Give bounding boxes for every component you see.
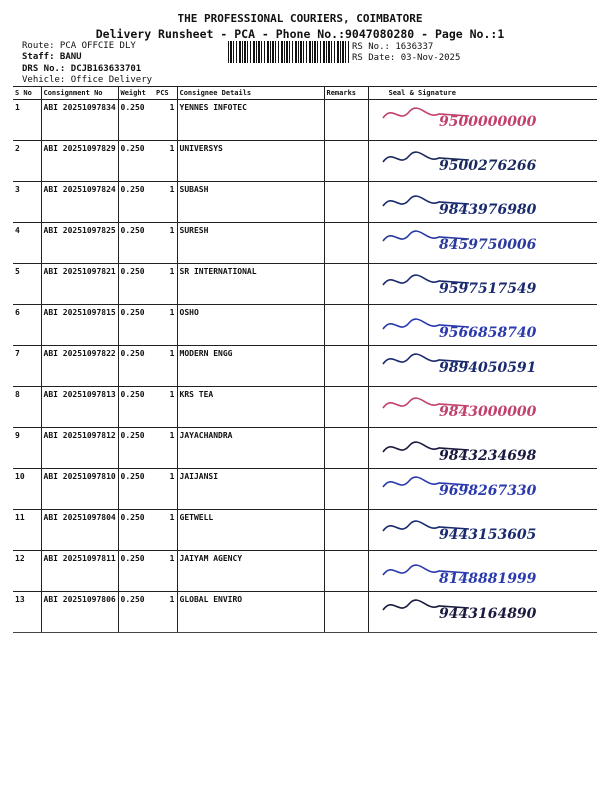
rs-date: RS Date: 03-Nov-2025 — [352, 53, 461, 63]
row-consignment: ABI 20251097824 — [41, 182, 118, 223]
row-remarks — [324, 469, 368, 510]
col-signature: Seal & Signature — [368, 87, 597, 100]
signature-mark — [369, 264, 595, 303]
row-signature — [368, 305, 597, 346]
row-weight: 0.250 — [118, 264, 154, 305]
table-row — [13, 592, 597, 633]
row-sno: 9 — [13, 428, 41, 469]
signature-phone: 9443164890 — [438, 606, 536, 622]
row-sno: 12 — [13, 551, 41, 592]
row-sno: 3 — [13, 182, 41, 223]
row-consignee: SR INTERNATIONAL — [177, 264, 324, 305]
col-pcs: PCS — [154, 87, 177, 100]
row-consignment: ABI 20251097804 — [41, 510, 118, 551]
table-row — [13, 428, 597, 469]
row-remarks — [324, 551, 368, 592]
col-consignment: Consignment No — [41, 87, 118, 100]
row-consignee: GETWELL — [177, 510, 324, 551]
row-weight: 0.250 — [118, 346, 154, 387]
runsheet-table — [13, 86, 597, 633]
row-remarks — [324, 264, 368, 305]
row-weight: 0.250 — [118, 428, 154, 469]
table-row — [13, 100, 597, 141]
row-consignee: JAIJANSI — [177, 469, 324, 510]
signature-mark — [369, 592, 595, 631]
table-row — [13, 469, 597, 510]
row-remarks — [324, 141, 368, 182]
row-weight: 0.250 — [118, 387, 154, 428]
barcode — [228, 41, 349, 63]
row-pcs: 1 — [154, 182, 177, 223]
row-sno: 6 — [13, 305, 41, 346]
row-sno: 10 — [13, 469, 41, 510]
row-remarks — [324, 223, 368, 264]
row-consignee: OSHO — [177, 305, 324, 346]
row-pcs: 1 — [154, 100, 177, 141]
route-label: Route: PCA OFFCIE DLY — [22, 41, 136, 51]
row-pcs: 1 — [154, 141, 177, 182]
row-weight: 0.250 — [118, 510, 154, 551]
signature-mark — [369, 428, 595, 467]
col-consignee: Consignee Details — [177, 87, 324, 100]
row-consignee: KRS TEA — [177, 387, 324, 428]
row-signature — [368, 469, 597, 510]
row-signature — [368, 264, 597, 305]
company-title: THE PROFESSIONAL COURIERS, COIMBATORE — [177, 12, 423, 25]
signature-phone: 8148881999 — [438, 571, 536, 587]
signature-phone: 9500000000 — [438, 114, 536, 130]
table-row — [13, 305, 597, 346]
row-remarks — [324, 305, 368, 346]
table-row — [13, 346, 597, 387]
signature-phone: 9843976980 — [438, 202, 536, 218]
signature-mark — [369, 305, 595, 344]
col-remarks: Remarks — [324, 87, 368, 100]
signature-mark — [369, 346, 595, 385]
table-header-row — [13, 87, 597, 100]
row-signature — [368, 387, 597, 428]
row-pcs: 1 — [154, 510, 177, 551]
row-weight: 0.250 — [118, 100, 154, 141]
row-remarks — [324, 428, 368, 469]
row-weight: 0.250 — [118, 141, 154, 182]
row-consignee: YENNES INFOTEC — [177, 100, 324, 141]
row-consignment: ABI 20251097815 — [41, 305, 118, 346]
row-consignment: ABI 20251097810 — [41, 469, 118, 510]
row-consignee: UNIVERSYS — [177, 141, 324, 182]
table-row — [13, 387, 597, 428]
signature-phone: 9566858740 — [438, 325, 536, 341]
table-row — [13, 223, 597, 264]
row-pcs: 1 — [154, 305, 177, 346]
row-pcs: 1 — [154, 387, 177, 428]
row-remarks — [324, 592, 368, 633]
signature-mark — [369, 469, 595, 508]
rs-number: RS No.: 1636337 — [352, 42, 434, 52]
row-sno: 8 — [13, 387, 41, 428]
row-remarks — [324, 510, 368, 551]
signature-phone: 9500276266 — [438, 158, 536, 174]
row-signature — [368, 592, 597, 633]
row-pcs: 1 — [154, 264, 177, 305]
table-row — [13, 510, 597, 551]
row-sno: 1 — [13, 100, 41, 141]
row-pcs: 1 — [154, 223, 177, 264]
drs-label: DRS No.: — [22, 64, 66, 74]
row-consignment: ABI 20251097834 — [41, 100, 118, 141]
row-weight: 0.250 — [118, 182, 154, 223]
row-sno: 2 — [13, 141, 41, 182]
row-weight: 0.250 — [118, 469, 154, 510]
signature-phone: 9843234698 — [438, 448, 536, 464]
row-consignment: ABI 20251097812 — [41, 428, 118, 469]
row-weight: 0.250 — [118, 592, 154, 633]
signature-mark — [369, 387, 595, 426]
row-sno: 7 — [13, 346, 41, 387]
signature-phone: 8459750006 — [438, 237, 536, 253]
row-consignee: SURESH — [177, 223, 324, 264]
row-consignment: ABI 20251097825 — [41, 223, 118, 264]
row-consignee: SUBASH — [177, 182, 324, 223]
row-remarks — [324, 387, 368, 428]
row-consignee: GLOBAL ENVIRO — [177, 592, 324, 633]
row-consignment: ABI 20251097829 — [41, 141, 118, 182]
signature-mark — [369, 100, 595, 139]
runsheet-title: Delivery Runsheet - PCA - Phone No.:9047080280 - Page No.:1 — [95, 27, 505, 41]
row-pcs: 1 — [154, 592, 177, 633]
row-remarks — [324, 100, 368, 141]
row-consignment: ABI 20251097822 — [41, 346, 118, 387]
row-consignee: JAIYAM AGENCY — [177, 551, 324, 592]
signature-phone: 9894050591 — [438, 360, 536, 376]
signature-mark — [369, 510, 595, 549]
row-signature — [368, 551, 597, 592]
staff-label: Staff: BANU — [22, 52, 82, 62]
signature-mark — [369, 223, 595, 262]
signature-mark — [369, 551, 595, 590]
table-row — [13, 182, 597, 223]
row-consignee: MODERN ENGG — [177, 346, 324, 387]
row-remarks — [324, 182, 368, 223]
col-sno: S No — [13, 87, 41, 100]
row-consignee: JAYACHANDRA — [177, 428, 324, 469]
vehicle-label: Vehicle: Office Delivery — [22, 75, 153, 85]
row-signature — [368, 223, 597, 264]
signature-phone: 9843000000 — [438, 404, 536, 420]
row-pcs: 1 — [154, 428, 177, 469]
row-pcs: 1 — [154, 469, 177, 510]
row-sno: 4 — [13, 223, 41, 264]
row-signature — [368, 100, 597, 141]
col-weight: Weight — [118, 87, 154, 100]
table-row — [13, 141, 597, 182]
row-consignment: ABI 20251097813 — [41, 387, 118, 428]
signature-mark — [369, 182, 595, 221]
row-pcs: 1 — [154, 551, 177, 592]
row-consignment: ABI 20251097821 — [41, 264, 118, 305]
row-remarks — [324, 346, 368, 387]
row-consignment: ABI 20251097811 — [41, 551, 118, 592]
row-signature — [368, 346, 597, 387]
table-row — [13, 551, 597, 592]
row-sno: 5 — [13, 264, 41, 305]
drs-number: DCJB163633701 — [70, 64, 142, 74]
signature-mark — [369, 141, 595, 180]
row-signature — [368, 141, 597, 182]
row-weight: 0.250 — [118, 551, 154, 592]
signature-phone: 9597517549 — [438, 281, 536, 297]
row-sno: 11 — [13, 510, 41, 551]
row-sno: 13 — [13, 592, 41, 633]
table-row — [13, 264, 597, 305]
row-signature — [368, 510, 597, 551]
row-weight: 0.250 — [118, 305, 154, 346]
signature-phone: 9698267330 — [438, 483, 536, 499]
row-signature — [368, 428, 597, 469]
row-pcs: 1 — [154, 346, 177, 387]
row-signature — [368, 182, 597, 223]
row-consignment: ABI 20251097806 — [41, 592, 118, 633]
row-weight: 0.250 — [118, 223, 154, 264]
signature-phone: 9443153605 — [438, 527, 536, 543]
